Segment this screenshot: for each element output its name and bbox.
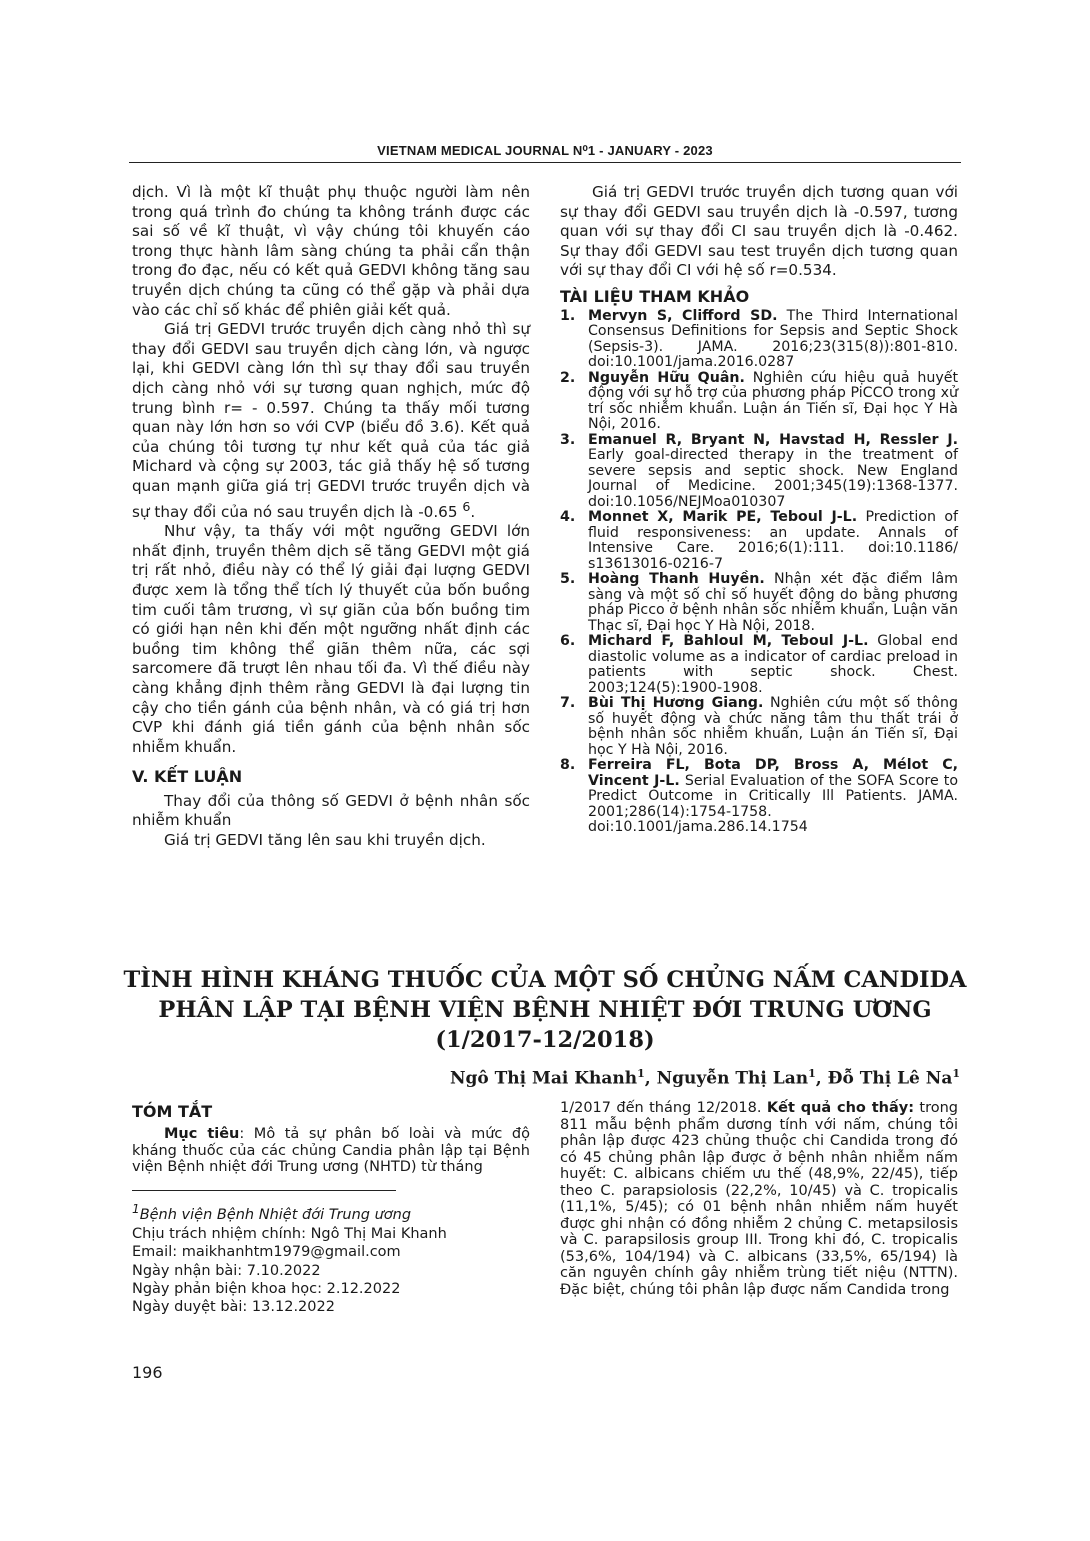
journal-header: VIETNAM MEDICAL JOURNAL N⁰1 - JANUARY - 2023 bbox=[377, 143, 713, 158]
reference-item: 5. Hoàng Thanh Huyền. Nhận xét đặc điểm lâm sàng và một số chỉ số huyết động do bằng phương pháp Picco ở bệnh nhân sốc nhiễm khuẩn, Luận văn Thạc sĩ, Đại học Y Hà Nội, 2018. bbox=[560, 571, 959, 634]
page-number: 196 bbox=[132, 1363, 163, 1382]
paragraph: Thay đổi của thông số GEDVI ở bệnh nhân sốc nhiễm khuẩn bbox=[132, 791, 530, 830]
paragraph: Như vậy, ta thấy với một ngưỡng GEDVI lớn nhất định, truyền thêm dịch sẽ tăng GEDVI một giá trị rất nhỏ, điều này có thể lý giải đại lượng GEDVI được xem là tổng thể tích lý thuyết của bốn buồng tim cuối tâm trương, vì sự giãn của bốn buồng tim có giới hạn nên khi đến một ngưỡng nhất định các buồng tim không thể giãn thêm nữa, các sợi sarcomere đã trượt lên nhau tối đa. Vì thế điều này càng khẳng định thêm rằng GEDVI là đại lượng tin cậy cho tiền gánh của bệnh nhân, và có giá trị hơn CVP khi đánh giá tiền gánh của bệnh nhân sốc nhiễm khuẩn. bbox=[132, 522, 530, 756]
paragraph: Giá trị GEDVI trước truyền dịch tương quan với sự thay đổi GEDVI sau truyền dịch là -0.597, tương quan với sự thay đổi CI sau truyền dịch là -0.462. Sự thay đổi GEDVI sau test truyền dịch tương quan với sự thay đổi CI với hệ số r=0.534. bbox=[560, 183, 958, 280]
reference-item: 1. Mervyn S, Clifford SD. The Third International Consensus Definitions for Sepsis and Septic Shock (Sepsis-3). JAMA. 2016;23(315(8)):801-810. doi:10.1001/jama.2016.0287 bbox=[560, 307, 958, 371]
footnote-reviewed: Ngày phản biện khoa học: 2.12.2022 bbox=[132, 1280, 401, 1297]
right-column bbox=[560, 183, 958, 836]
reference-item: 4. Monnet X, Marik PE, Teboul J-L. Prediction of fluid responsiveness: an update. Annals of Intensive Care. 2016;6(1):111. doi:10.1186/ s13613016-0216-7 bbox=[560, 509, 958, 572]
reference-item: 7. Bùi Thị Hương Giang. Nghiên cứu một số thông số huyết động và chức năng tâm thu thất trái ở bệnh nhân sốc nhiễm khuẩn, Luận án Tiến sĩ, Đại học Y Hà Nội, 2016. bbox=[560, 695, 958, 758]
footnote-approved: Ngày duyệt bài: 13.12.2022 bbox=[132, 1299, 335, 1316]
abstract-text: Mục tiêu: Mô tả sự phân bố loài và mức độ kháng thuốc của các chủng Candia phân lập tại Bệnh viện Bệnh nhiệt đới Trung ương (NHTD) từ tháng bbox=[132, 1126, 530, 1175]
abstract-left bbox=[132, 1102, 530, 1317]
paragraph: Giá trị GEDVI trước truyền dịch càng nhỏ thì sự thay đổi GEDVI sau truyền dịch càng lớn, và ngược lại, khi GEDVI càng lớn thì sự thay đổi sau truyền dịch càng nhỏ với sự tương quan nghịch, mức độ trung bình r= - 0.597. Chúng ta thấy mối tương quan này lớn hơn so với CVP (biểu đồ 3.6). Kết quả của chúng tôi tương tự như kết quả của tác giả Michard và cộng sự 2003, tác giả thấy hệ số tương quan mạnh giữa giá trị GEDVI trước truyền dịch và sự thay đổi của nó sau truyền dịch là -0.65 $^6$. bbox=[132, 320, 530, 521]
article-title: TÌNH HÌNH KHÁNG THUỐC CỦA MỘT SỐ CHỦNG NẤM CANDIDA PHÂN LẬP TẠI BỆNH VIỆN BỆNH NHIỆT ĐỚI TRUNG ƯƠNG (1/2017-12/2018) bbox=[123, 967, 967, 1053]
abstract-text: 1/2017 đến tháng 12/2018. Kết quả cho thấy: trong 811 mẫu bệnh phẩm dương tính với nấm, chúng tôi phân lập được 423 chủng thuộc chi Candida trong đó có 45 chủng phân lập được ở bệnh nhân nhiễm nấm huyết: C. albicans chiếm ưu thế (48,9%, 22/45), tiếp theo C. parapsiolosis (22,2%, 10/45) và C. tropicalis (11,1%, 5/45); có 01 bệnh nhân nhiễm nấm huyết được ghi nhận có đồng nhiễm 2 chủng C. metapsilosis và C. parapsilosis group III. Trong khi đó, C. tropicalis (53,6%, 104/194) và C. albicans (33,5%, 65/194) là căn nguyên chính gây nhiễm trùng tiết niệu (NTTN). Đặc biệt, chúng tôi phân lập được nấm Candida trong bbox=[560, 1100, 958, 1298]
reference-item: 8. Ferreira FL, Bota DP, Bross A, Mélot C, Vincent J-L. Serial Evaluation of the SOFA Score to Predict Outcome in Critically Ill Patients. JAMA. 2001;286(14):1754-1758. doi:10.1001/jama.286.14.1754 bbox=[560, 757, 958, 836]
paragraph: dịch. Vì là một kĩ thuật phụ thuộc người làm nên trong quá trình đo chúng ta không tránh được các sai số về kĩ thuật, vì vậy chúng tôi khuyến cáo trong thực hành lâm sàng chúng ta phải cẩn thận trong đo đạc, nếu có kết quả GEDVI không tăng sau truyền dịch chúng ta cũng có thể gặp và phải dựa vào các chỉ số khác để phiên giải kết quả. bbox=[132, 183, 530, 319]
section-heading: V. KẾT LUẬN bbox=[132, 767, 243, 787]
abstract-right bbox=[560, 1100, 958, 1298]
reference-item: 6. Michard F, Bahloul M, Teboul J-L. Global end diastolic volume as a indicator of cardiac preload in patients with septic shock. Chest. 2003;124(5):1900-1908. bbox=[560, 633, 958, 696]
footnote-affiliation: $^1$Bệnh viện Bệnh Nhiệt đới Trung ương bbox=[132, 1202, 412, 1224]
references-heading: TÀI LIỆU THAM KHẢO bbox=[560, 286, 750, 306]
left-column bbox=[132, 183, 530, 851]
header-rule bbox=[129, 162, 961, 163]
footnote-email: Email: maikhanhtm1979@gmail.com bbox=[132, 1244, 401, 1261]
footnote-received: Ngày nhận bài: 7.10.2022 bbox=[132, 1262, 321, 1279]
reference-item: 2. Nguyễn Hữu Quân. Nghiên cứu hiệu quả huyết động với sự hỗ trợ của phương pháp PiCCO trong xử trí sốc nhiễm khuẩn. Luận án Tiến sĩ, Đại học Y Hà Nội, 2016. bbox=[560, 369, 959, 433]
paragraph: Giá trị GEDVI tăng lên sau khi truyền dịch. bbox=[164, 831, 486, 850]
author-line: Ngô Thị Mai Khanh$^1$, Nguyễn Thị Lan$^1$, Đỗ Thị Lê Na$^1$ bbox=[449, 1067, 960, 1089]
abstract-heading: TÓM TẮT bbox=[132, 1102, 213, 1121]
footnote-corresponding: Chịu trách nhiệm chính: Ngô Thị Mai Khanh bbox=[132, 1225, 447, 1242]
citation-sup: 6 bbox=[462, 498, 471, 514]
reference-item: 3. Emanuel R, Bryant N, Havstad H, Ressler J. Early goal-directed therapy in the treatment of severe sepsis and septic shock. New England Journal of Medicine. 2001;345(19):1368-1377. doi:10.1056/NEJMoa010307 bbox=[560, 431, 958, 510]
footnote-rule bbox=[132, 1190, 396, 1191]
